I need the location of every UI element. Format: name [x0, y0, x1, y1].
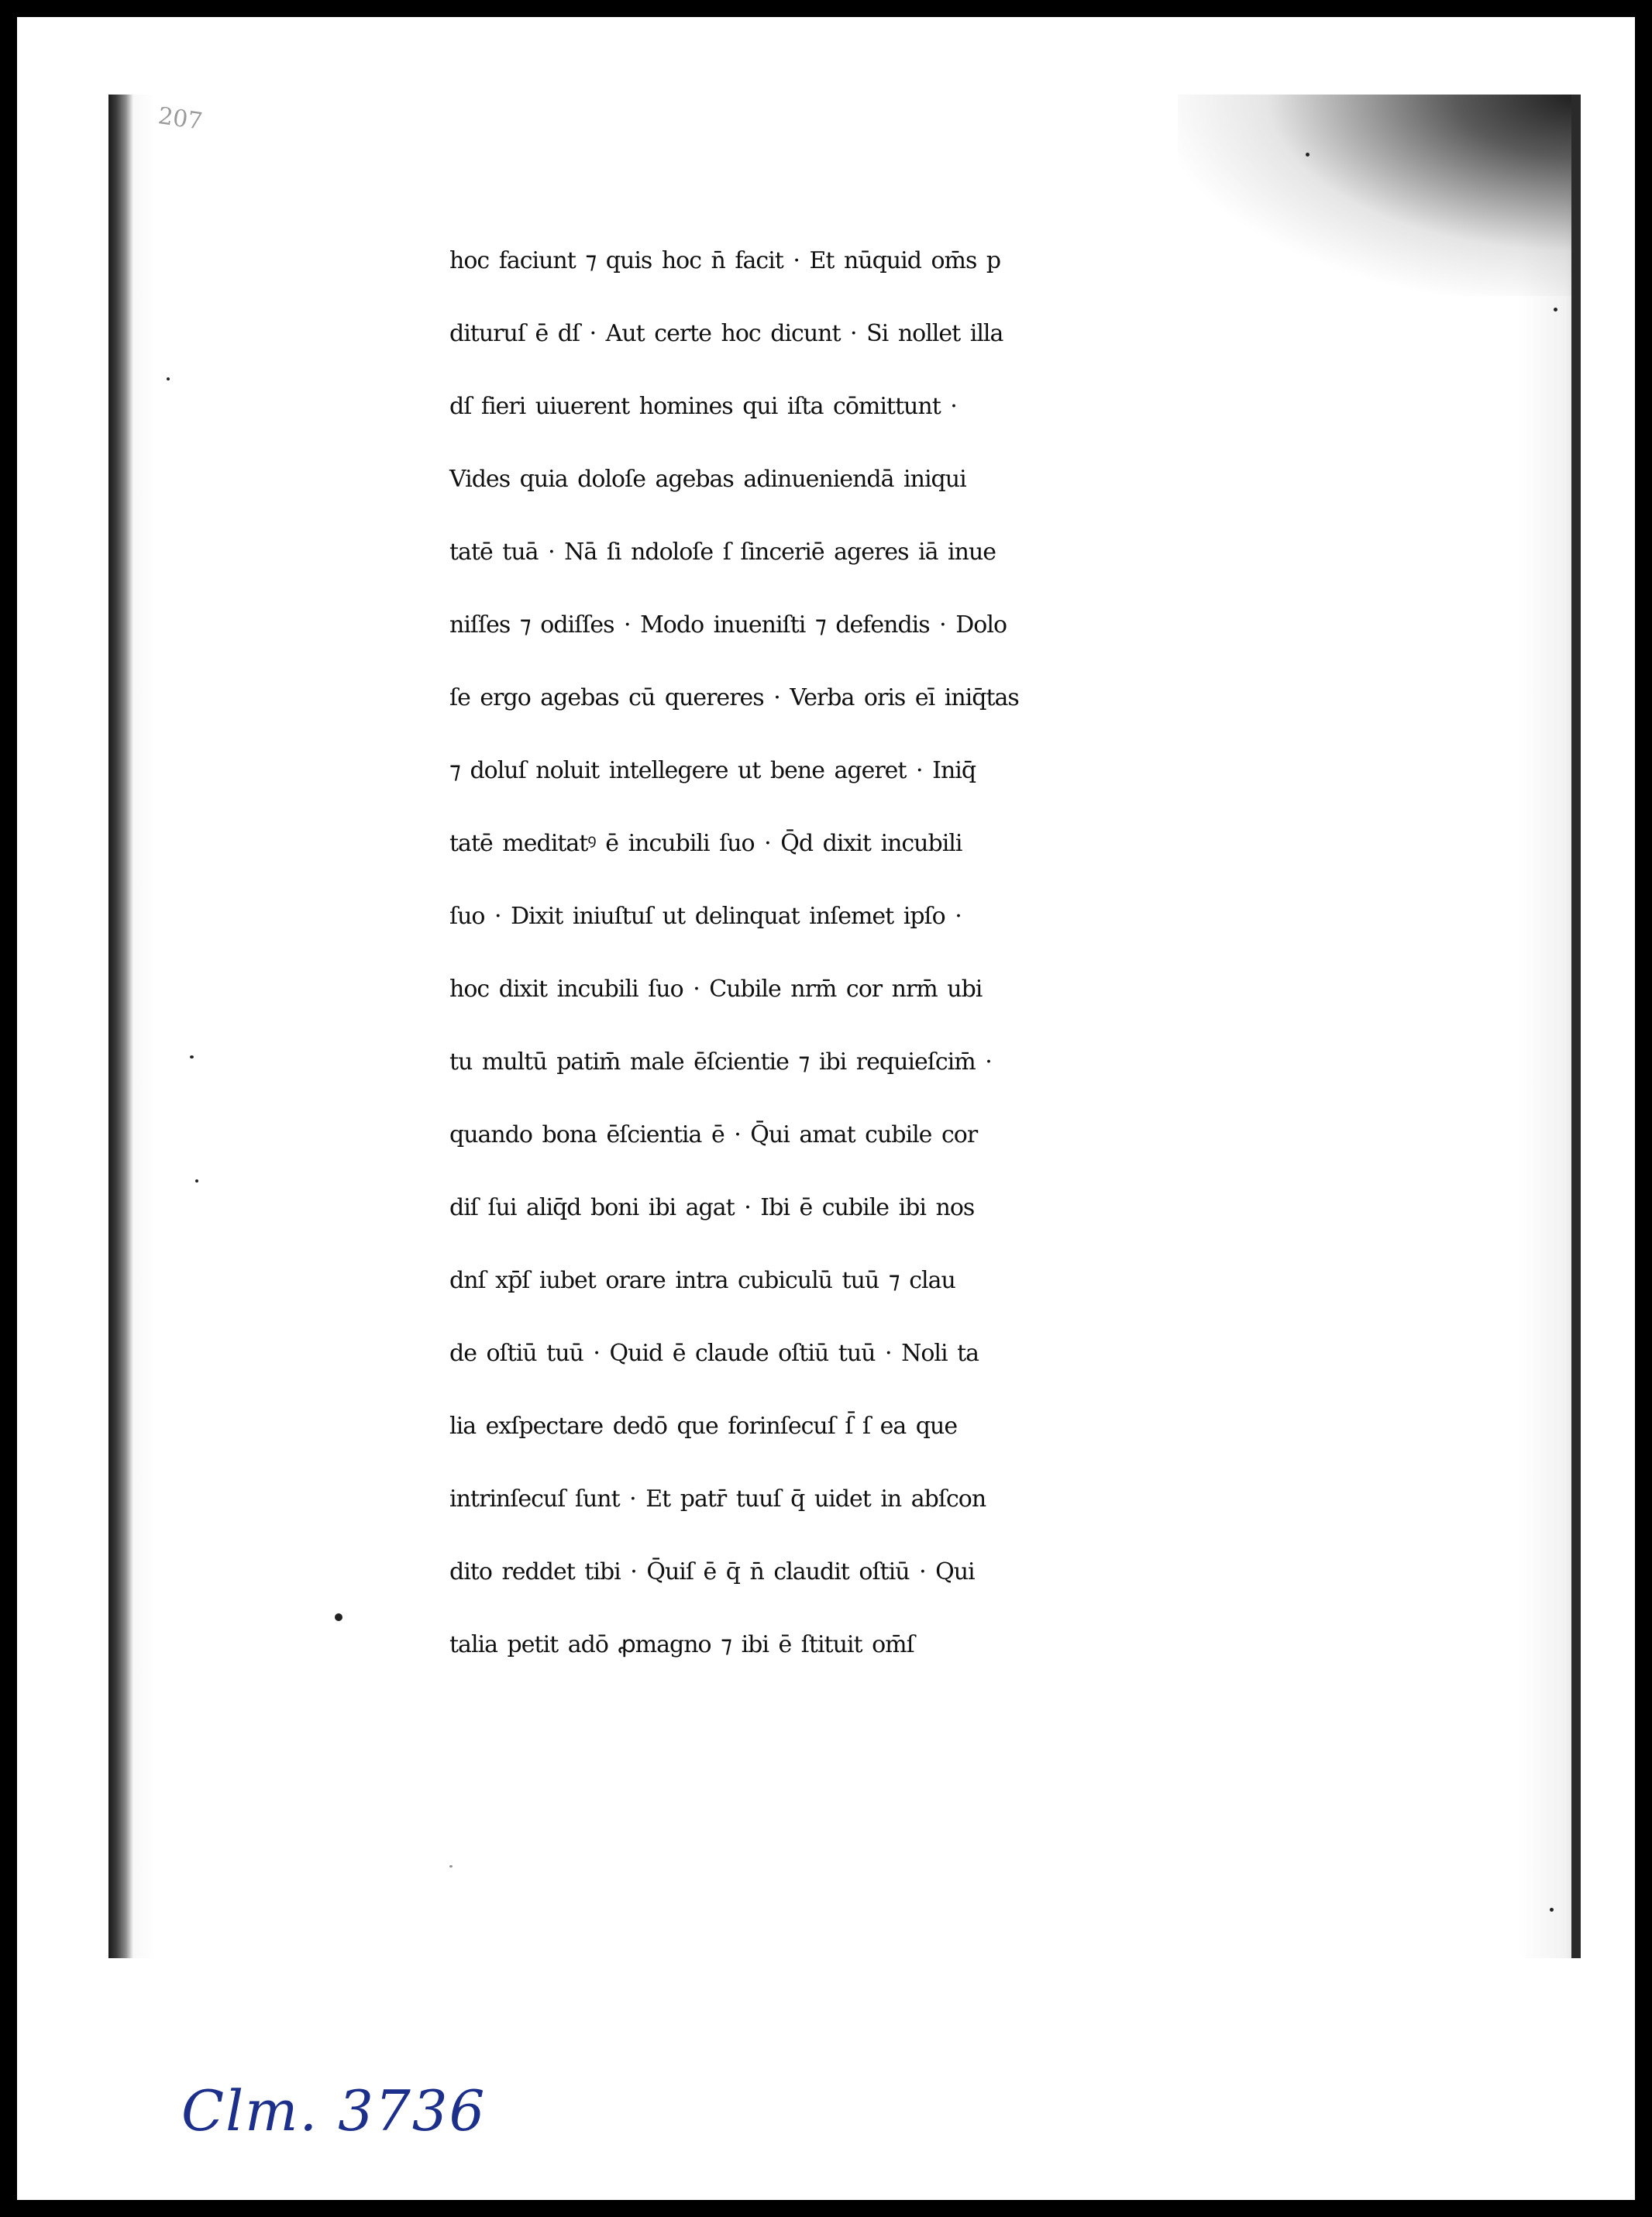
manuscript-line: quando bona ēſcientia ē · Q̄ui amat cubile cor	[449, 1121, 978, 1148]
manuscript-line: intrinſecuſ ſunt · Et patr̄ tuuſ q̄ uidet in abſcon	[449, 1485, 986, 1513]
manuscript-line: hoc faciunt ⁊ quis hoc n̄ facit · Et nūquid om̄s p	[449, 247, 1001, 274]
dust-speck	[335, 1613, 342, 1621]
manuscript-line: Vides quia doloſe agebas adinueniendā iniqui	[449, 466, 966, 493]
dust-speck	[190, 1055, 194, 1059]
manuscript-line: tatē meditatꝰ ē incubili ſuo · Q̄d dixit incubili	[449, 830, 962, 857]
manuscript-line: diſ ſui aliq̄d boni ibi agat · Ibi ē cubile ibi nos	[449, 1194, 975, 1221]
manuscript-line: dituruſ ē dſ · Aut certe hoc dicunt · Si nollet illa	[449, 320, 1003, 347]
dust-speck	[1306, 153, 1310, 157]
manuscript-text-block	[449, 225, 1581, 1682]
folio-number: 207	[156, 102, 205, 136]
manuscript-line: dnſ xp̄ſ iubet orare intra cubiculū tuū ⁊ clau	[449, 1267, 955, 1294]
manuscript-line: dſ fieri uiuerent homines qui iſta cōmittunt ·	[449, 393, 957, 420]
dust-speck	[167, 377, 170, 380]
manuscript-line: tatē tuā · Nā ſi ndoloſe ſ ſinceriē ageres iā inue	[449, 539, 996, 566]
dust-speck	[1550, 1908, 1554, 1912]
manuscript-line: talia petit adō ꝓmagno ⁊ ibi ē ſtituit om̄ſ	[449, 1631, 914, 1658]
manuscript-line: niſſes ⁊ odiſſes · Modo inueniſti ⁊ defendis · Dolo	[449, 611, 1007, 639]
manuscript-line: lia exſpectare dedō que forinſecuſ ſ̄ ſ ea que	[449, 1413, 958, 1440]
dust-speck	[195, 1179, 198, 1183]
manuscript-leaf	[108, 95, 1581, 1958]
binding-gutter	[108, 95, 133, 1958]
manuscript-line: dito reddet tibi · Q̄uiſ ē q̄ n̄ claudit oſtiū · Qui	[449, 1558, 975, 1585]
manuscript-line: ⁊ doluſ noluit intellegere ut bene ageret · Iniq̄	[449, 757, 976, 784]
manuscript-line: tu multū patim̄ male ēſcientie ⁊ ibi requieſcim̄ ·	[449, 1048, 992, 1076]
dust-speck	[1554, 308, 1557, 312]
dust-speck	[449, 1865, 453, 1868]
shelfmark-annotation: Clm. 3736	[181, 2078, 487, 2143]
manuscript-line: hoc dixit incubili ſuo · Cubile nrm̄ cor nrm̄ ubi	[449, 976, 983, 1003]
manuscript-line: ſuo · Dixit iniuſtuſ ut delinquat inſemet ipſo ·	[449, 903, 962, 930]
manuscript-line: ſe ergo agebas cū quereres · Verba oris eī iniq̄tas	[449, 684, 1019, 711]
manuscript-line: de oſtiū tuū · Quid ē claude oſtiū tuū · Noli ta	[449, 1340, 979, 1367]
